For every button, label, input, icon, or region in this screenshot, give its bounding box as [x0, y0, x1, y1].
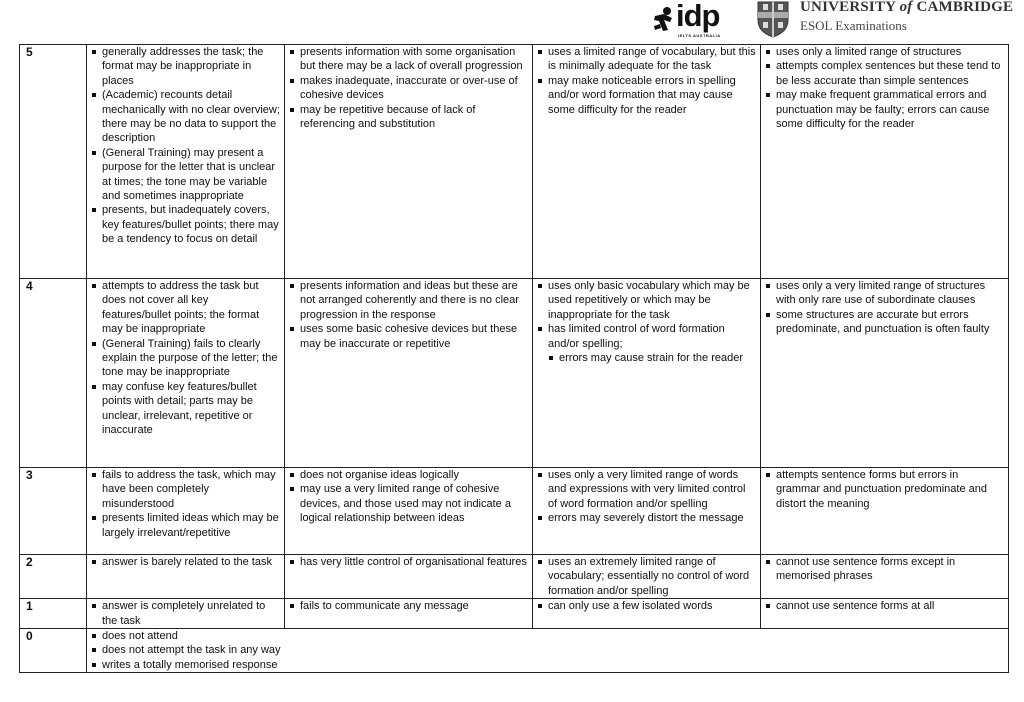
- lexical-cell: [533, 599, 761, 629]
- descriptor-bullet: some structures are accurate but errors predominate, and punctuation is often faulty: [765, 308, 1004, 337]
- coherence-cell: [285, 555, 533, 599]
- cambridge-shield-icon: [756, 0, 790, 38]
- descriptor-bullet: (Academic) recounts detail mechanically with no clear overview; there may be no data to support the description: [91, 88, 280, 146]
- band-score: 2: [20, 555, 87, 599]
- grammar-cell: [761, 468, 1009, 555]
- band-descriptors-table: [19, 44, 1009, 673]
- grammar-cell: [761, 555, 1009, 599]
- descriptor-bullet: cannot use sentence forms at all: [765, 599, 1004, 613]
- descriptor-bullet: answer is completely unrelated to the task: [91, 599, 280, 628]
- band-row: [20, 279, 1009, 468]
- idp-subtitle: IELTS AUSTRALIA: [678, 33, 721, 38]
- lexical-cell: [533, 555, 761, 599]
- descriptor-bullet: may make frequent grammatical errors and punctuation may be faulty; errors can cause some difficulty for the reader: [765, 88, 1004, 131]
- descriptor-bullet: errors may severely distort the message: [537, 511, 756, 525]
- band-score: 1: [20, 599, 87, 629]
- coherence-cell: [285, 279, 533, 468]
- descriptor-bullet: fails to communicate any message: [289, 599, 528, 613]
- descriptor-bullet: (General Training) fails to clearly explain the purpose of the letter; the tone may be inappropriate: [91, 337, 280, 380]
- descriptor-bullet: attempts complex sentences but these tend to be less accurate than simple sentences: [765, 59, 1004, 88]
- descriptor-bullet: uses a limited range of vocabulary, but this is minimally adequate for the task: [537, 45, 756, 74]
- descriptor-bullet: presents information with some organisation but there may be a lack of overall progression: [289, 45, 528, 74]
- coherence-cell: [285, 468, 533, 555]
- descriptor-bullet: uses only a limited range of structures: [765, 45, 1004, 59]
- descriptor-bullet: may confuse key features/bullet points with detail; parts may be unclear, irrelevant, repetitive or inaccurate: [91, 380, 280, 438]
- descriptor-bullet: has limited control of word formation and/or spelling;: [537, 322, 756, 351]
- descriptor-bullet: answer is barely related to the task: [91, 555, 280, 569]
- descriptor-bullet: may make noticeable errors in spelling and/or word formation that may cause some difficulty for the reader: [537, 74, 756, 117]
- lexical-cell: [533, 45, 761, 279]
- descriptor-bullet: writes a totally memorised response: [91, 658, 1004, 672]
- descriptor-bullet: attempts sentence forms but errors in grammar and punctuation predominate and distort the meaning: [765, 468, 1004, 511]
- descriptor-bullet: may use a very limited range of cohesive devices, and those used may not indicate a logical relationship between ideas: [289, 482, 528, 525]
- idp-wordmark: idp: [676, 0, 720, 33]
- band-score: 3: [20, 468, 87, 555]
- cambridge-title: [800, 0, 1013, 16]
- task-cell: [87, 599, 285, 629]
- band-score: 5: [20, 45, 87, 279]
- descriptor-bullet: presents limited ideas which may be largely irrelevant/repetitive: [91, 511, 280, 540]
- band-score: 4: [20, 279, 87, 468]
- band-zero-cell: [87, 629, 1009, 673]
- descriptor-bullet: uses an extremely limited range of vocabulary; essentially no control of word formation and/or spelling: [537, 555, 756, 598]
- grammar-cell: [761, 45, 1009, 279]
- descriptor-bullet: does not attempt the task in any way: [91, 643, 1004, 657]
- descriptor-bullet: fails to address the task, which may have been completely misunderstood: [91, 468, 280, 511]
- coherence-cell: [285, 599, 533, 629]
- idp-figure-icon: [652, 6, 676, 32]
- descriptor-sub-bullet: errors may cause strain for the reader: [537, 351, 756, 365]
- cambridge-title-part: CAMBRIDGE: [912, 0, 1014, 15]
- descriptor-bullet: uses some basic cohesive devices but these may be inaccurate or repetitive: [289, 322, 528, 351]
- band-row: [20, 468, 1009, 555]
- descriptor-bullet: can only use a few isolated words: [537, 599, 756, 613]
- grammar-cell: [761, 279, 1009, 468]
- descriptor-bullet: attempts to address the task but does not cover all key features/bullet points; the format may be inappropriate: [91, 279, 280, 337]
- descriptor-bullet: may be repetitive because of lack of referencing and substitution: [289, 103, 528, 132]
- cambridge-subtitle: ESOL Examinations: [800, 18, 907, 33]
- idp-logo: [652, 2, 732, 38]
- band-score: 0: [20, 629, 87, 673]
- descriptor-bullet: does not attend: [91, 629, 1004, 643]
- descriptor-bullet: uses only a very limited range of words and expressions with very limited control of word formation and/or spelling: [537, 468, 756, 511]
- task-cell: [87, 555, 285, 599]
- header-logos: [0, 0, 1024, 44]
- descriptor-bullet: uses only basic vocabulary which may be used repetitively or which may be inappropriate for the task: [537, 279, 756, 322]
- band-row: [20, 599, 1009, 629]
- cambridge-logo: [756, 0, 1024, 40]
- band-row: [20, 45, 1009, 279]
- descriptor-bullet: does not organise ideas logically: [289, 468, 528, 482]
- task-cell: [87, 468, 285, 555]
- band-row: [20, 629, 1009, 673]
- grammar-cell: [761, 599, 1009, 629]
- descriptor-bullet: makes inadequate, inaccurate or over-use of cohesive devices: [289, 74, 528, 103]
- task-cell: [87, 279, 285, 468]
- descriptor-bullet: presents, but inadequately covers, key features/bullet points; there may be a tendency to focus on detail: [91, 203, 280, 246]
- descriptor-bullet: presents information and ideas but these are not arranged coherently and there is no clear progression in the response: [289, 279, 528, 322]
- descriptor-bullet: (General Training) may present a purpose for the letter that is unclear at times; the tone may be variable and sometimes inappropriate: [91, 146, 280, 204]
- descriptor-bullet: has very little control of organisational features: [289, 555, 528, 569]
- lexical-cell: [533, 279, 761, 468]
- descriptor-bullet: uses only a very limited range of structures with only rare use of subordinate clauses: [765, 279, 1004, 308]
- task-cell: [87, 45, 285, 279]
- coherence-cell: [285, 45, 533, 279]
- descriptor-bullet: generally addresses the task; the format may be inappropriate in places: [91, 45, 280, 88]
- lexical-cell: [533, 468, 761, 555]
- cambridge-title-of: of: [899, 0, 913, 15]
- descriptor-bullet: cannot use sentence forms except in memorised phrases: [765, 555, 1004, 584]
- cambridge-title-part: UNIVERSITY: [800, 0, 900, 15]
- band-row: [20, 555, 1009, 599]
